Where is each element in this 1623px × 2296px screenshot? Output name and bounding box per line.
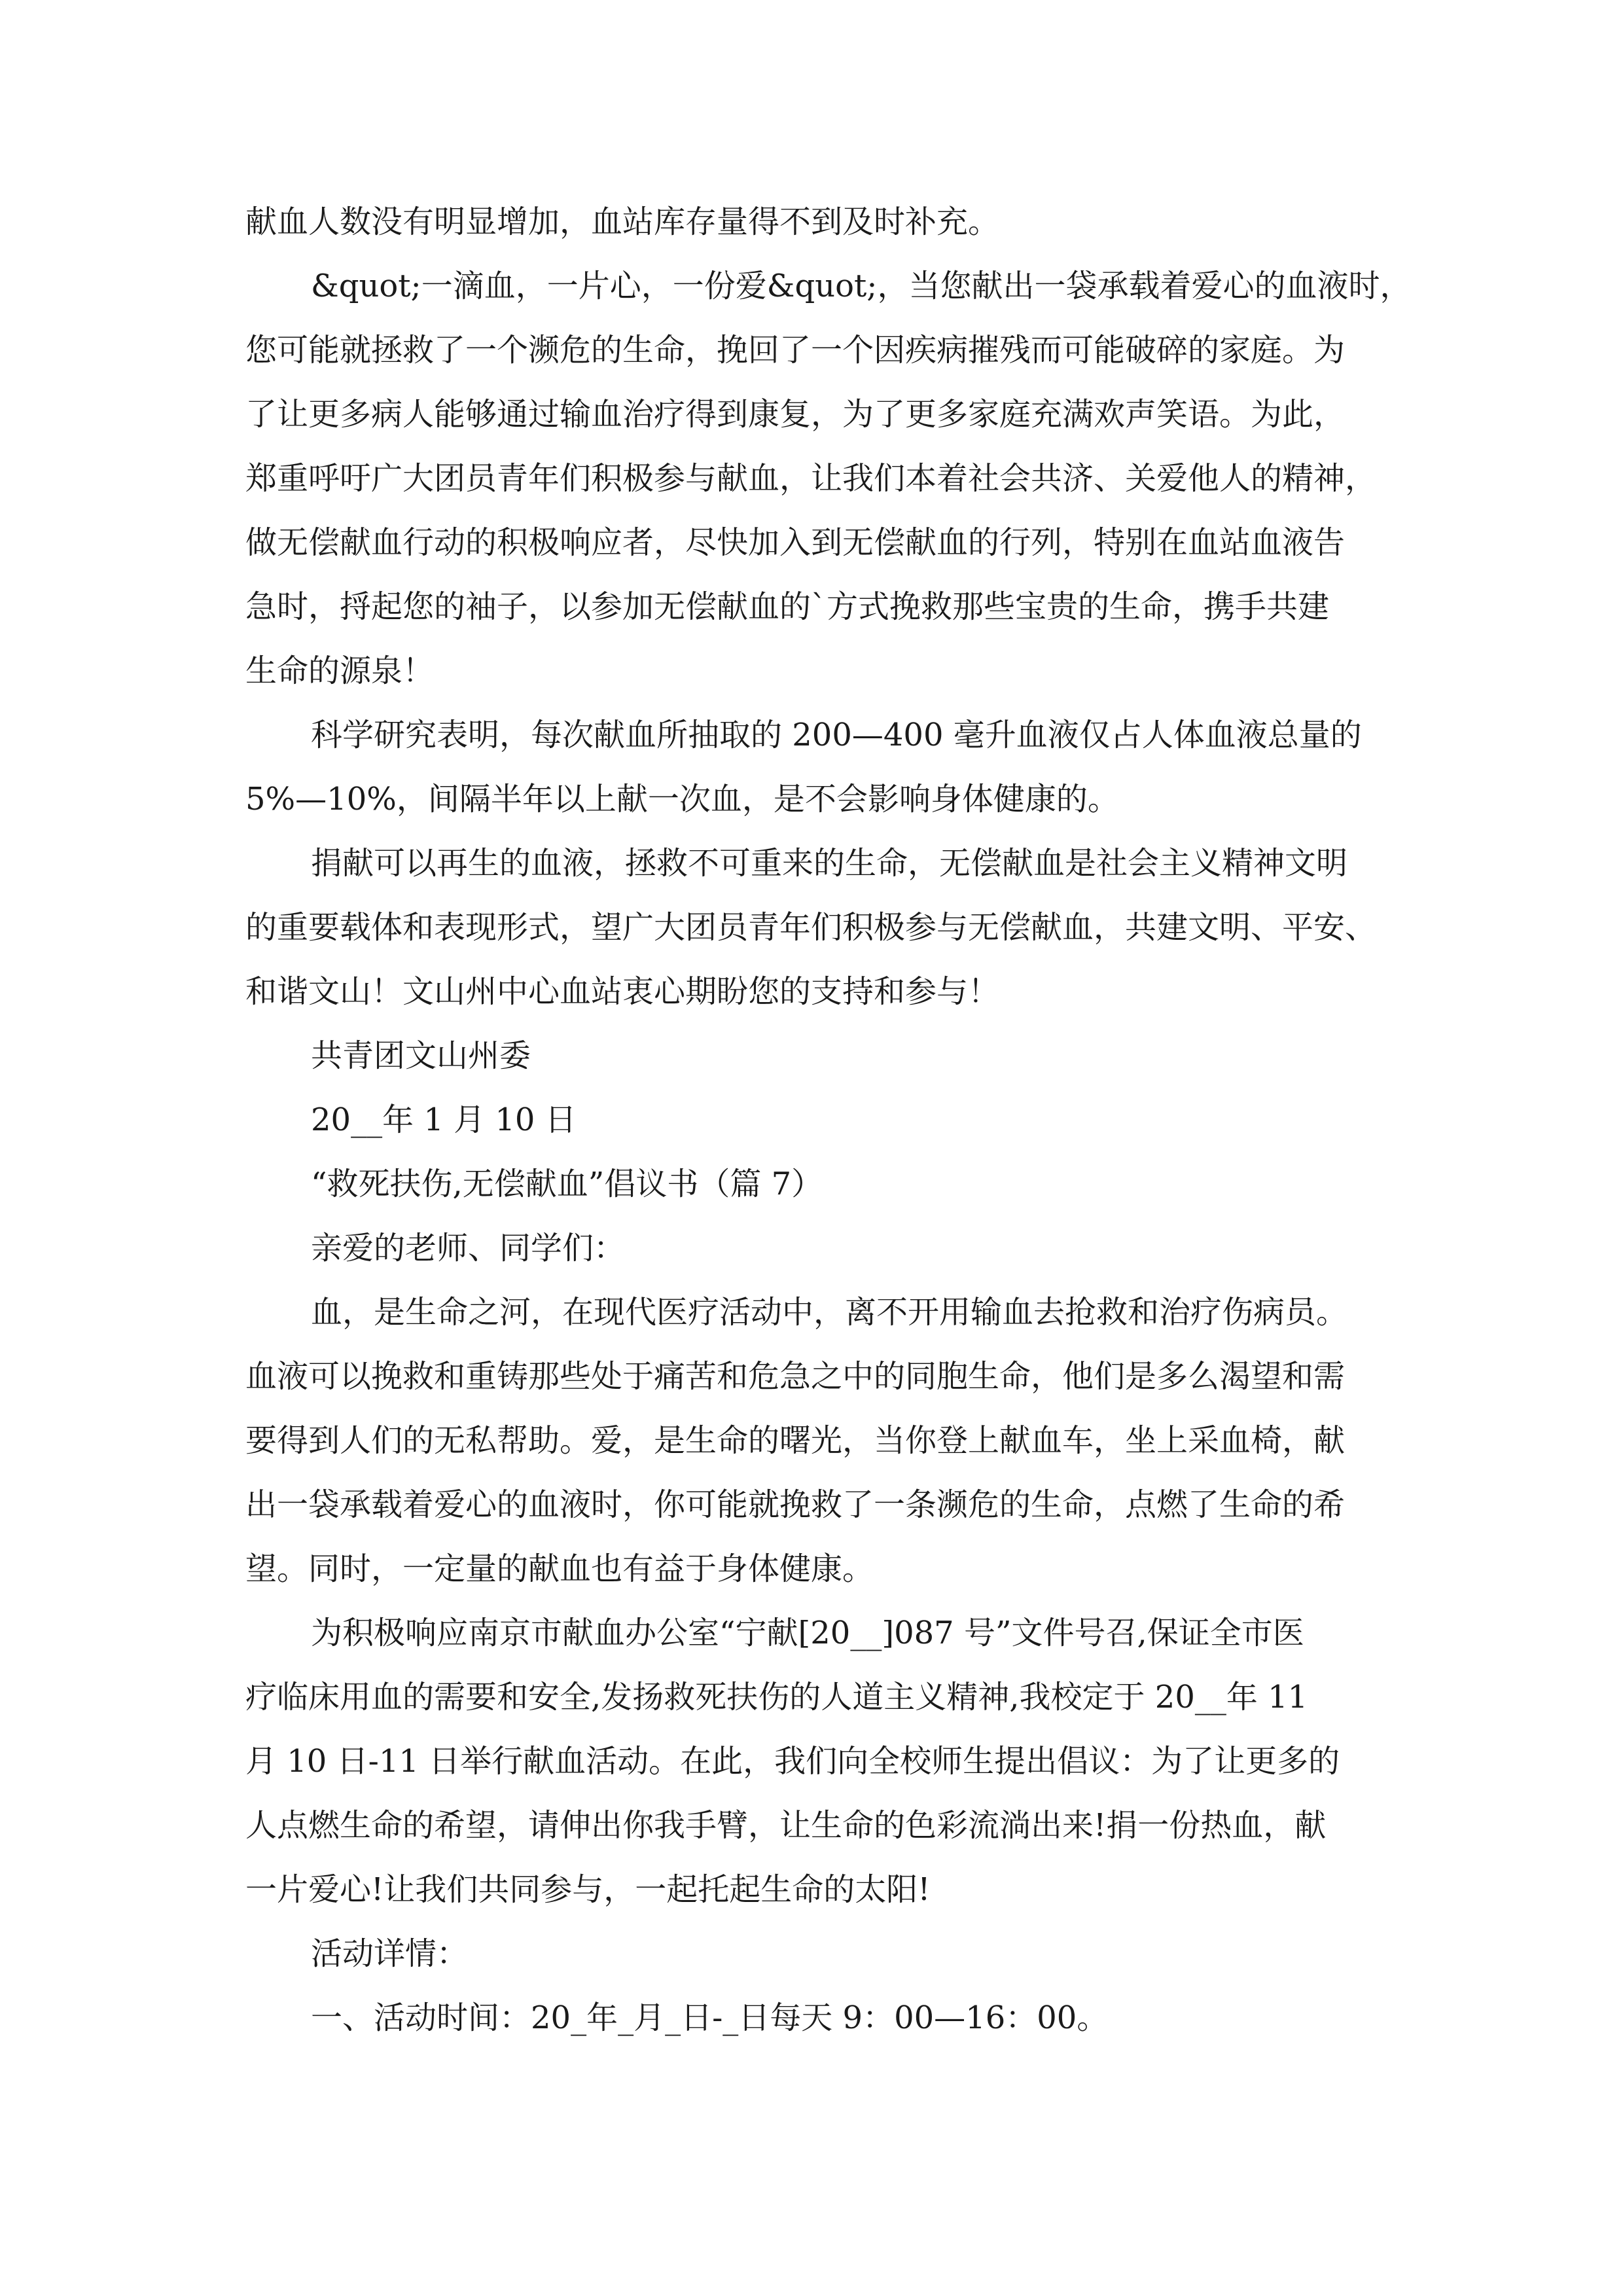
text-line: 您可能就拯救了一个濒危的生命，挽回了一个因疾病摧残而可能破碎的家庭。为 bbox=[245, 332, 1346, 368]
text-line: 和谐文山！文山州中心血站衷心期盼您的支持和参与！ bbox=[245, 973, 1000, 1010]
text-line: 人点燃生命的希望，请伸出你我手臂，让生命的色彩流淌出来!捐一份热血，献 bbox=[245, 1807, 1327, 1844]
activity-details-heading: 活动详情： bbox=[311, 1935, 469, 1972]
text-line: &quot;一滴血，一片心，一份爱&quot;，当您献出一袋承载着爱心的血液时， bbox=[311, 268, 1412, 304]
text-line: 血，是生命之河，在现代医疗活动中，离不开用输血去抢救和治疗伤病员。 bbox=[311, 1294, 1348, 1331]
text-line: 生命的源泉！ bbox=[245, 653, 435, 689]
section-title: “救死扶伤,无偿献血”倡议书（篇 7） bbox=[311, 1166, 823, 1202]
text-line: 献血人数没有明显增加，血站库存量得不到及时补充。 bbox=[245, 204, 1000, 240]
signature-date: 20__年 1 月 10 日 bbox=[311, 1102, 577, 1138]
text-line: 做无偿献血行动的积极响应者，尽快加入到无偿献血的行列，特别在血站血液告 bbox=[245, 524, 1346, 561]
signature-org: 共青团文山州委 bbox=[311, 1037, 531, 1074]
text-line: 望。同时，一定量的献血也有益于身体健康。 bbox=[245, 1551, 874, 1587]
activity-time: 一、活动时间：20_年_月_日-_日每天 9：00—16：00。 bbox=[311, 2000, 1109, 2036]
text-line: 要得到人们的无私帮助。爱，是生命的曙光，当你登上献血车，坐上采血椅，献 bbox=[245, 1422, 1346, 1459]
text-line: 了让更多病人能够通过输血治疗得到康复，为了更多家庭充满欢声笑语。为此， bbox=[245, 396, 1346, 433]
text-line: 的重要载体和表现形式，望广大团员青年们积极参与无偿献血，共建文明、平安、 bbox=[245, 909, 1377, 946]
text-line: 科学研究表明，每次献血所抽取的 200—400 毫升血液仅占人体血液总量的 bbox=[311, 717, 1362, 753]
text-line: 血液可以挽救和重铸那些处于痛苦和危急之中的同胞生命，他们是多么渴望和需 bbox=[245, 1358, 1346, 1395]
text-line: 捐献可以再生的血液，拯救不可重来的生命，无偿献血是社会主义精神文明 bbox=[311, 845, 1348, 882]
text-line: 疗临床用血的需要和安全,发扬救死扶伤的人道主义精神,我校定于 20__年 11 bbox=[245, 1679, 1308, 1715]
text-line: 一片爱心!让我们共同参与，一起托起生命的太阳! bbox=[245, 1871, 931, 1908]
text-line: 月 10 日-11 日举行献血活动。在此，我们向全校师生提出倡议：为了让更多的 bbox=[245, 1743, 1340, 1780]
text-line: 急时，捋起您的袖子，以参加无偿献血的`方式挽救那些宝贵的生命，携手共建 bbox=[245, 588, 1330, 625]
salutation: 亲爱的老师、同学们： bbox=[311, 1230, 626, 1266]
text-line: 5%—10%，间隔半年以上献一次血，是不会影响身体健康的。 bbox=[245, 781, 1119, 817]
text-line: 郑重呼吁广大团员青年们积极参与献血，让我们本着社会共济、关爱他人的精神， bbox=[245, 460, 1377, 497]
text-line: 为积极响应南京市献血办公室“宁献[20__]087 号”文件号召,保证全市医 bbox=[311, 1615, 1304, 1651]
text-line: 出一袋承载着爱心的血液时，你可能就挽救了一条濒危的生命，点燃了生命的希 bbox=[245, 1486, 1346, 1523]
document-body bbox=[245, 190, 1417, 2050]
